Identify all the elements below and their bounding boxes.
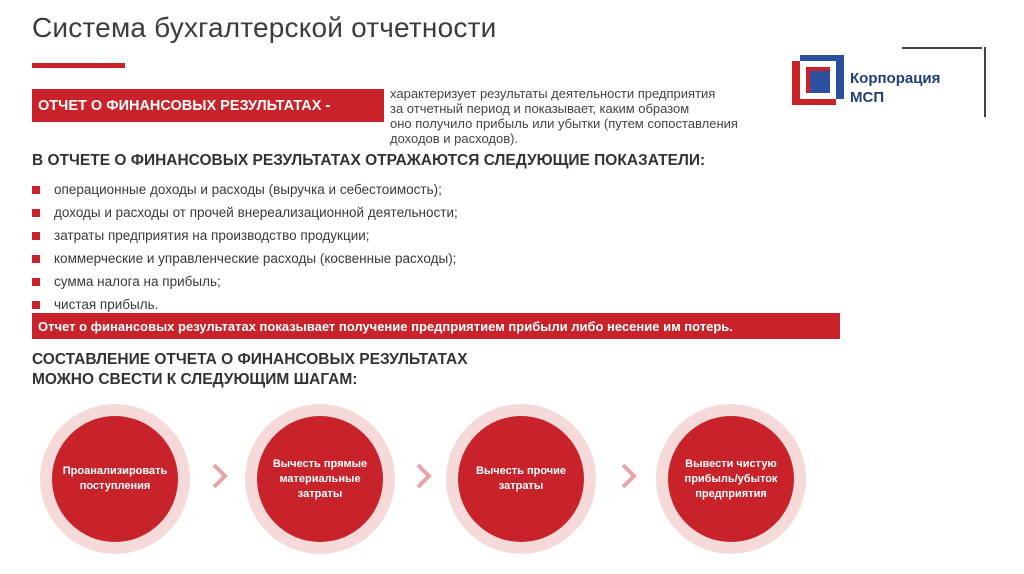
summary-bar: Отчет о финансовых результатах показывает получение предприятием прибыли либо несение им потерь. (32, 313, 840, 339)
step-circle-4 (656, 404, 806, 554)
list-item (32, 201, 458, 224)
step-label: Вывести чистую прибыль/убыток предприятия (668, 416, 794, 542)
bullet-square-icon (32, 301, 40, 309)
logo-line-2: МСП (850, 89, 885, 106)
list-item (32, 247, 458, 270)
definition-line: доходов и расходов). (390, 131, 519, 146)
steps-heading (32, 350, 468, 390)
list-item-text: коммерческие и управленческие расходы (косвенные расходы); (54, 251, 457, 266)
corporation-logo (792, 55, 962, 113)
bullet-square-icon (32, 232, 40, 240)
list-item-text: доходы и расходы от прочей внереализационной деятельности; (54, 205, 458, 220)
page-title: Система бухгалтерской отчетности (32, 12, 497, 43)
step-circle-2 (245, 404, 395, 554)
bullet-square-icon (32, 278, 40, 286)
list-item (32, 178, 458, 201)
steps-heading-line-2: МОЖНО СВЕСТИ К СЛЕДУЮЩИМ ШАГАМ: (32, 371, 358, 388)
step-label: Вычесть прямые материальные затраты (257, 416, 383, 542)
chevron-right-icon (211, 462, 229, 490)
chevron-right-icon (620, 462, 638, 490)
list-item-text: операционные доходы и расходы (выручка и себестоимость); (54, 182, 442, 197)
logo-frame-right-line (984, 47, 986, 117)
title-underline (32, 63, 125, 68)
list-item (32, 224, 458, 247)
definition-line: за отчетный период и показывает, каким образом (390, 101, 690, 116)
list-item-text: затраты предприятия на производство продукции; (54, 228, 370, 243)
indicators-heading: В ОТЧЕТЕ О ФИНАНСОВЫХ РЕЗУЛЬТАТАХ ОТРАЖАЮТСЯ СЛЕДУЮЩИЕ ПОКАЗАТЕЛИ: (32, 152, 706, 169)
bullet-square-icon (32, 255, 40, 263)
bullet-square-icon (32, 209, 40, 217)
list-item-text: чистая прибыль. (54, 297, 159, 312)
definition-line: оно получило прибыль или убытки (путем сопоставления (390, 116, 738, 131)
steps-heading-line-1: СОСТАВЛЕНИЕ ОТЧЕТА О ФИНАНСОВЫХ РЕЗУЛЬТАТАХ (32, 351, 468, 368)
step-circle-3 (446, 404, 596, 554)
definition-term-box: ОТЧЕТ О ФИНАНСОВЫХ РЕЗУЛЬТАТАХ - (32, 89, 384, 122)
list-item-text: сумма налога на прибыль; (54, 274, 221, 289)
bullet-square-icon (32, 186, 40, 194)
step-label: Проанализировать поступления (52, 416, 178, 542)
list-item (32, 270, 458, 293)
indicators-list (32, 178, 458, 316)
step-circle-1 (40, 404, 190, 554)
definition-text (390, 86, 810, 146)
logo-line-1: Корпорация (850, 70, 941, 87)
definition-line: характеризует результаты деятельности предприятия (390, 86, 716, 101)
chevron-right-icon (415, 462, 433, 490)
logo-text (850, 69, 940, 107)
logo-frame-top-line (902, 47, 982, 49)
step-label: Вычесть прочие затраты (458, 416, 584, 542)
